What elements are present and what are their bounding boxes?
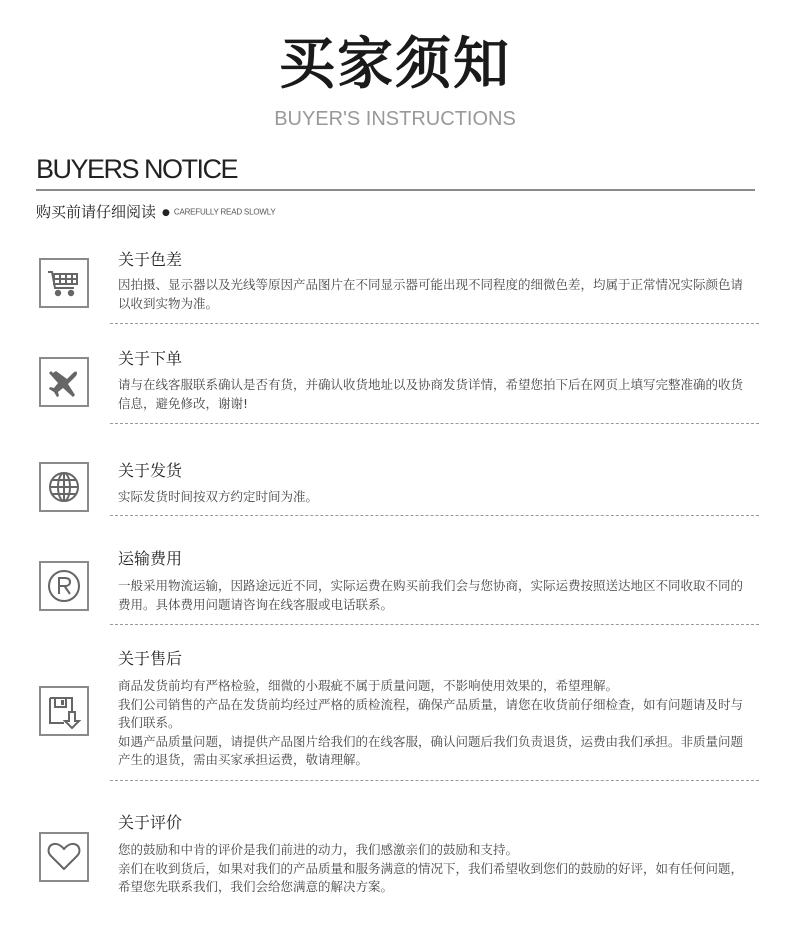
section-paragraph: 您的鼓励和中肯的评价是我们前进的动力，我们感激亲们的鼓励和支持。 bbox=[118, 842, 519, 857]
notice-heading: BUYERS NOTICE bbox=[36, 154, 238, 184]
section-paragraph: 因拍摄、显示器以及光线等原因产品图片在不同显示器可能出现不同程度的细微色差，均属于正常情况实际颜色请以收到实物为准。 bbox=[118, 277, 744, 311]
airplane-icon bbox=[39, 357, 89, 407]
section-title: 关于下单 bbox=[118, 349, 183, 368]
heart-icon bbox=[39, 832, 89, 882]
section-title: 运输费用 bbox=[118, 549, 183, 568]
section-text bbox=[118, 577, 750, 614]
section-text bbox=[118, 841, 750, 897]
return-box-icon bbox=[39, 686, 89, 736]
section-title: 关于售后 bbox=[118, 649, 183, 668]
page-subtitle: BUYER'S INSTRUCTIONS bbox=[274, 108, 516, 130]
section-paragraph: 商品发货前均有严格检验，细微的小瑕疵不属于质量问题，不影响使用效果的，希望理解。 bbox=[118, 678, 619, 693]
registered-icon bbox=[39, 561, 89, 611]
section-paragraph: 一般采用物流运输，因路途远近不同，实际运费在购买前我们会与您协商，实际运费按照送达地区不同收取不同的费用。具体费用问题请咨询在线客服或电话联系。 bbox=[118, 578, 744, 612]
globe-icon bbox=[39, 462, 89, 512]
dashed-divider bbox=[110, 624, 759, 625]
dashed-divider bbox=[110, 780, 759, 781]
notice-sub-cn: 购买前请仔细阅读 bbox=[36, 203, 157, 221]
section-paragraph: 请与在线客服联系确认是否有货，并确认收货地址以及协商发货详情，希望您拍下后在网页上填写完整准确的收货信息，避免修改，谢谢! bbox=[118, 377, 744, 411]
dashed-divider bbox=[110, 423, 759, 424]
dashed-divider bbox=[110, 515, 759, 516]
section-title: 关于色差 bbox=[118, 250, 183, 269]
shopping-cart-icon bbox=[39, 258, 89, 308]
notice-subheading bbox=[36, 201, 275, 224]
section-paragraph: 如遇产品质量问题，请提供产品图片给我们的在线客服，确认问题后我们负责退货，运费由我们承担。非质量问题产生的退货，需由买家承担运费，敬请理解。 bbox=[118, 733, 744, 767]
section-title: 关于发货 bbox=[118, 461, 183, 480]
section-text bbox=[118, 488, 750, 507]
section-paragraph: 亲们在收到货后，如果对我们的产品质量和服务满意的情况下，我们希望收到您们的鼓励的好评，如有任何问题，希望您先联系我们，我们会给您满意的解决方案。 bbox=[118, 860, 744, 894]
section-text bbox=[118, 276, 750, 313]
section-text bbox=[118, 677, 750, 770]
notice-divider bbox=[36, 189, 755, 191]
section-paragraph: 我们公司销售的产品在发货前均经过严格的质检流程，确保产品质量，请您在收货前仔细检查，如有问题请及时与我们联系。 bbox=[118, 696, 744, 730]
bullet-dot: ● bbox=[162, 207, 170, 218]
notice-sub-en: CAREFULLY READ SLOWLY bbox=[173, 207, 276, 217]
section-title: 关于评价 bbox=[118, 813, 183, 832]
section-text bbox=[118, 376, 750, 413]
dashed-divider bbox=[110, 323, 759, 324]
page-title: 买家须知 bbox=[279, 32, 511, 97]
section-paragraph: 实际发货时间按双方约定时间为准。 bbox=[118, 489, 319, 504]
